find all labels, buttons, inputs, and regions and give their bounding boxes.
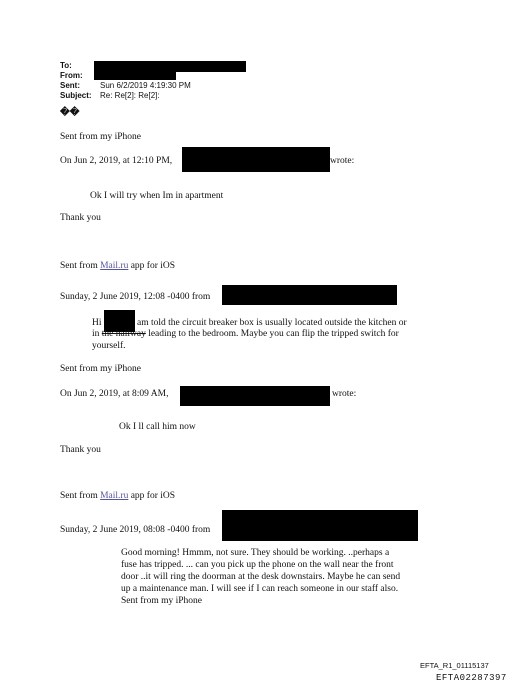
message-line: Good morning! Hmmm, not sure. They should be working. ..perhaps a [121, 548, 390, 558]
redaction-bar [222, 510, 418, 541]
date-line-1: Sunday, 2 June 2019, 12:08 -0400 from [60, 292, 211, 302]
signature-iphone: Sent from my iPhone [60, 132, 142, 142]
message-line: in the hallway leading to the bedroom. Maybe you can flip the tripped switch for [92, 329, 399, 339]
mailru-link[interactable]: Mail.ru [100, 261, 129, 271]
bates-number-2: EFTA02287397 [436, 673, 507, 683]
message-line: up a maintenance man. I will see if I can reach someone in our staff also. [121, 584, 399, 594]
mailru-signature-2: Sent from Mail.ru app for iOS [60, 491, 176, 501]
garbled-glyphs: �� [60, 108, 80, 118]
quote-attribution-1-prefix: On Jun 2, 2019, at 12:10 PM, [60, 156, 173, 166]
bates-number-1: EFTA_R1_01115137 [420, 661, 489, 670]
sent-value: Sun 6/2/2019 4:19:30 PM [100, 81, 191, 90]
quote-attribution-2-prefix: On Jun 2, 2019, at 8:09 AM, [60, 389, 169, 399]
mailru-link[interactable]: Mail.ru [100, 491, 129, 501]
message-text: Ok I ll call him now [119, 422, 196, 432]
redaction-bar [94, 71, 176, 80]
subject-value: Re: Re[2]: Re[2]: [100, 91, 160, 100]
date-line-2: Sunday, 2 June 2019, 08:08 -0400 from [60, 525, 211, 535]
sent-label: Sent: [60, 81, 80, 90]
subject-label: Subject: [60, 91, 92, 100]
message-text: Ok I will try when Im in apartment [90, 191, 224, 201]
message-hi: Hi [92, 318, 102, 328]
signature-iphone: Sent from my iPhone [60, 364, 142, 374]
mailru-signature-1: Sent from Mail.ru app for iOS [60, 261, 176, 271]
from-label: From: [60, 71, 83, 80]
redaction-bar [180, 386, 330, 406]
message-line: door ..it will ring the doorman at the desk downstairs. Maybe he can send [121, 572, 401, 582]
quote-attribution-1-suffix: wrote: [330, 156, 355, 166]
message-line: am told the circuit breaker box is usually located outside the kitchen or [137, 318, 407, 328]
message-line: yourself. [92, 341, 126, 351]
message-line: Sent from my iPhone [121, 596, 203, 606]
closing-thanks: Thank you [60, 213, 101, 223]
redaction-bar [182, 147, 330, 172]
message-line: fuse has tripped. ... can you pick up the phone on the wall near the front [121, 560, 394, 570]
quote-attribution-2-suffix: wrote: [332, 389, 357, 399]
closing-thanks: Thank you [60, 445, 101, 455]
redaction-bar [222, 285, 397, 305]
to-label: To: [60, 61, 72, 70]
